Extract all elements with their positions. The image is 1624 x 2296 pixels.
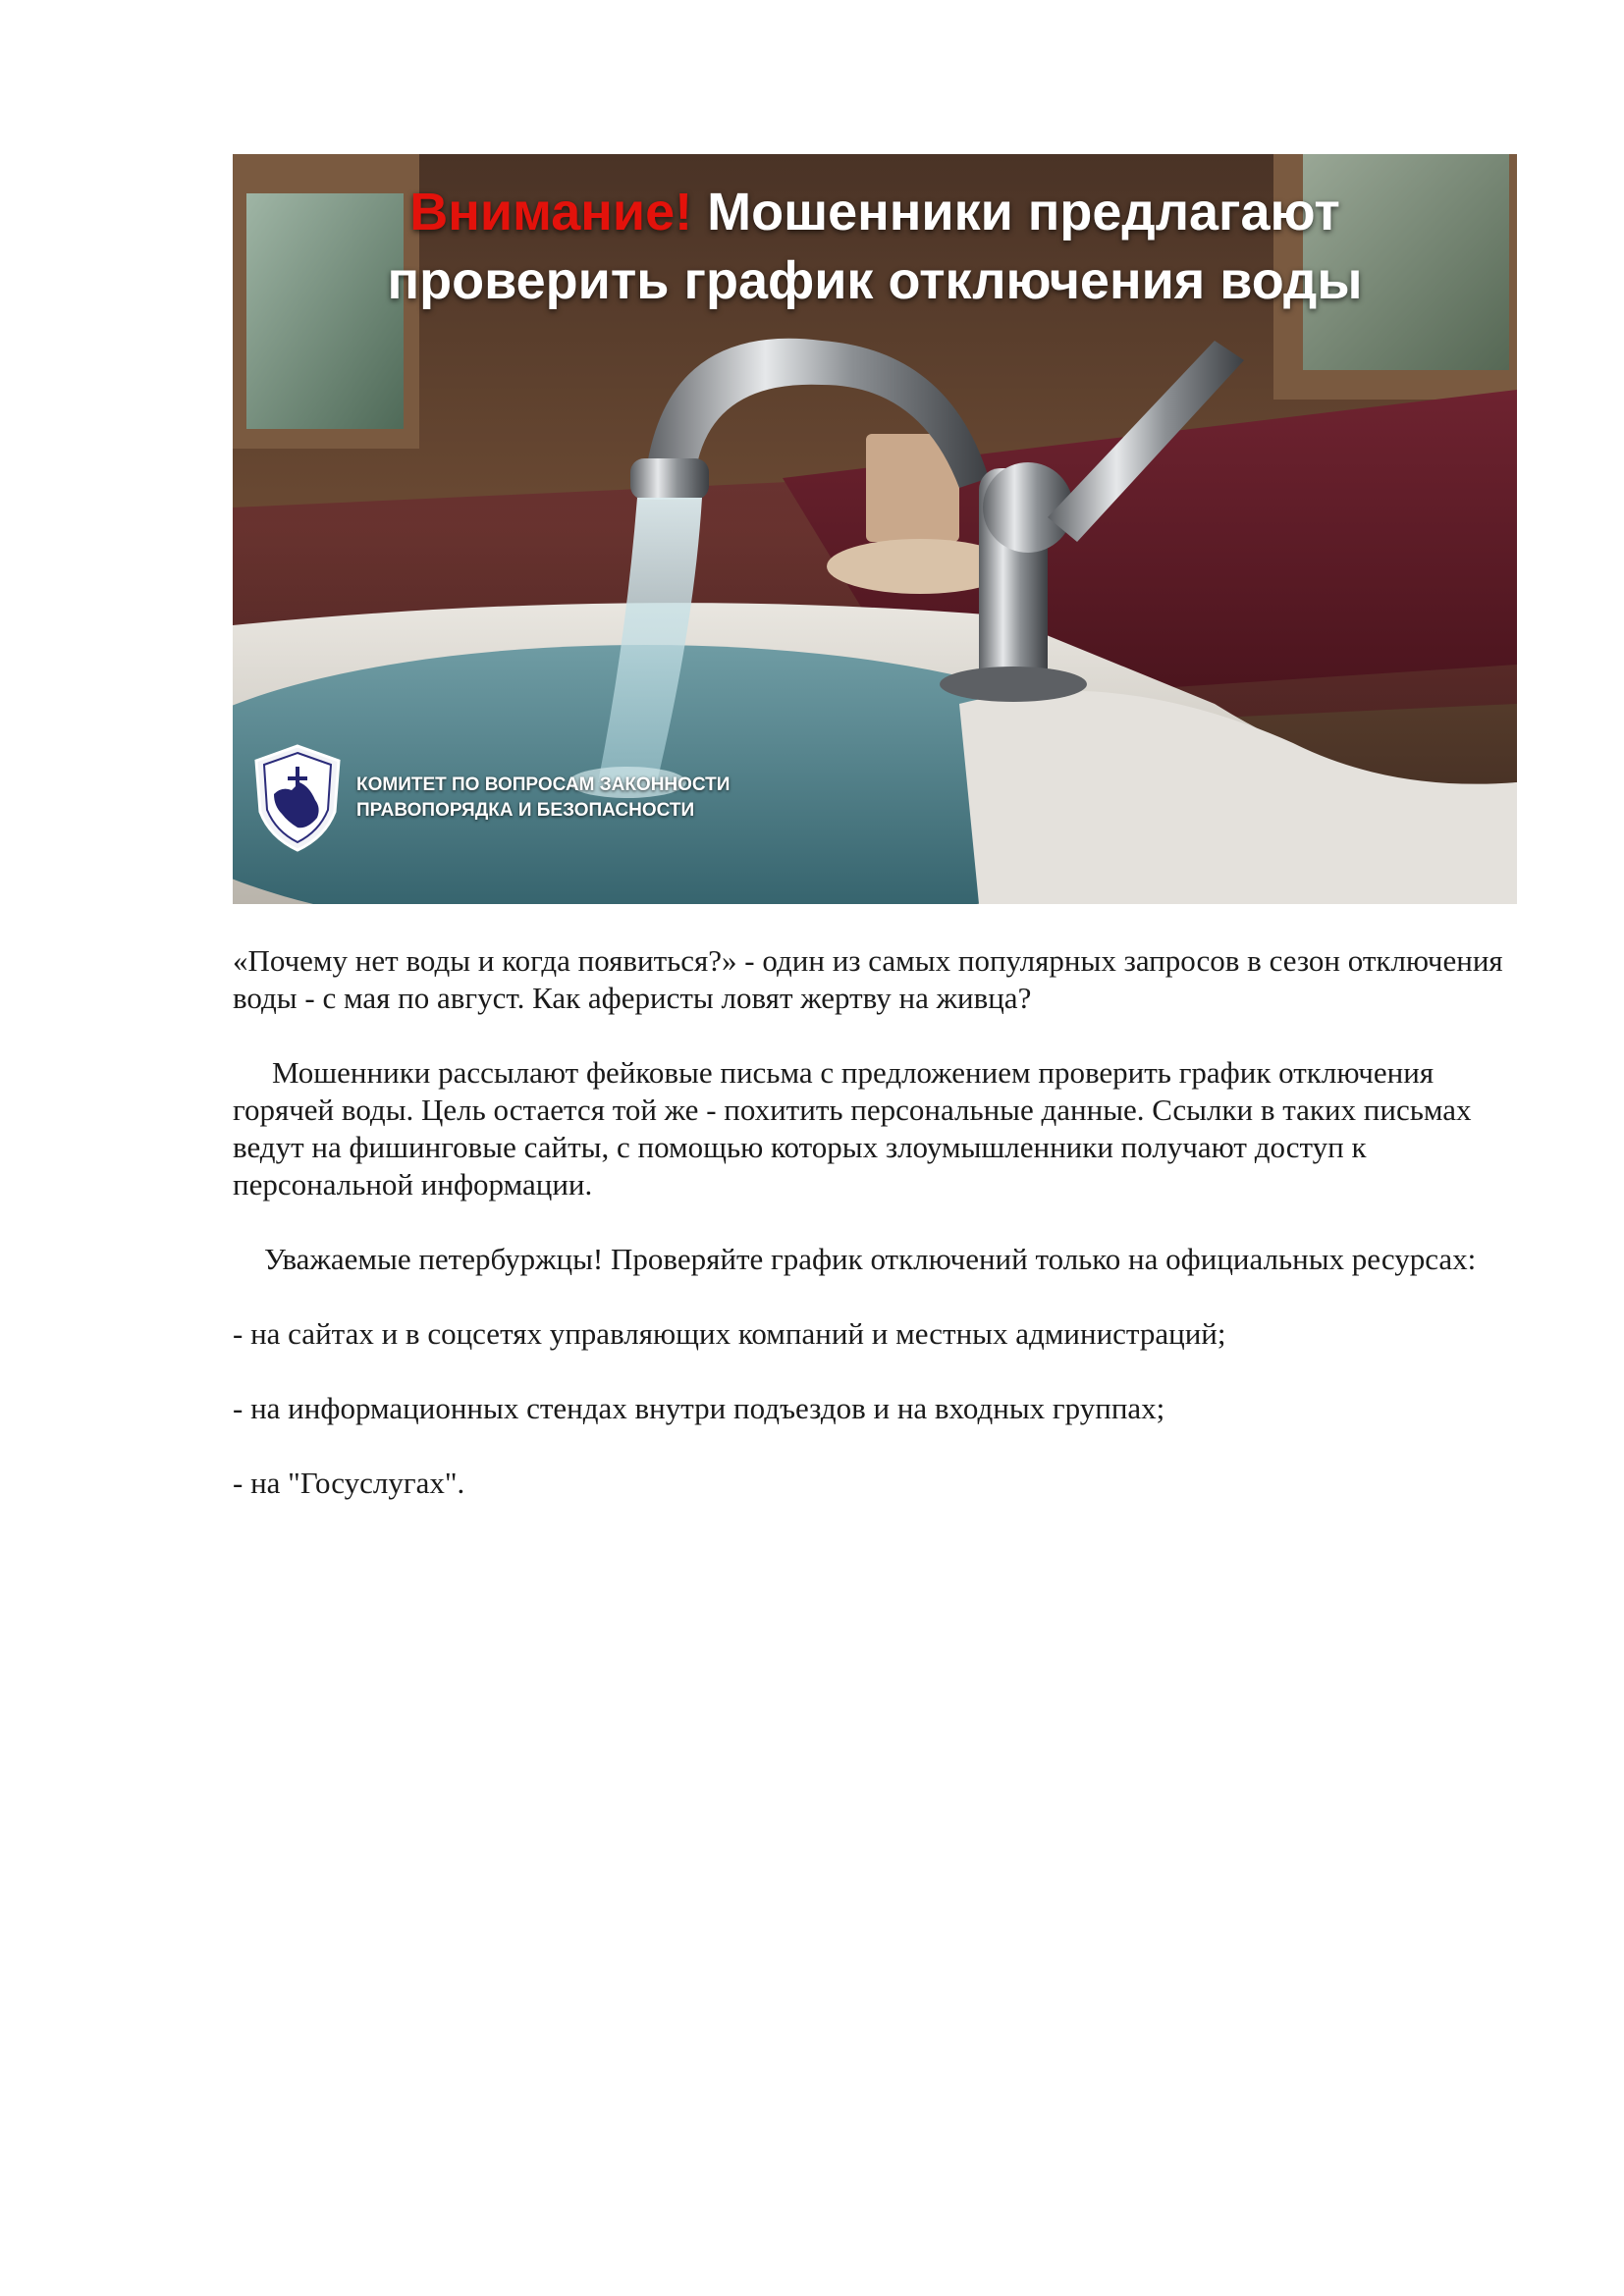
list-item: - на "Госуслугах".	[233, 1466, 465, 1500]
advice-paragraph: Уважаемые петербуржцы! Проверяйте график отключений только на официальных ресурсах:	[264, 1242, 1477, 1276]
intro-paragraph: «Почему нет воды и когда появиться?» - один из самых популярных запросов в сезон отключения воды - с мая по август. Как аферисты ловят жертву на живца?	[233, 943, 1503, 1015]
headline-line2: проверить график отключения воды	[387, 251, 1363, 310]
shield-emblem-icon	[252, 743, 343, 853]
article-body	[233, 942, 1529, 1539]
scam-description-paragraph: Мошенники рассылают фейковые письма с предложением проверить график отключения горячей воды. Цель остается той же - похитить персональные данные. Ссылки в таких письмах ведут на фишинговые сайты, с помощью которых злоумышленники получают доступ к персональной информации.	[233, 1055, 1472, 1201]
banner-image	[233, 154, 1517, 904]
committee-logo	[252, 743, 730, 853]
list-item: - на информационных стендах внутри подъездов и на входных группах;	[233, 1391, 1165, 1425]
committee-name-line1: КОМИТЕТ ПО ВОПРОСАМ ЗАКОННОСТИ	[356, 774, 731, 795]
list-item: - на сайтах и в соцсетях управляющих компаний и местных администраций;	[233, 1316, 1226, 1351]
committee-name-line2: ПРАВОПОРЯДКА И БЕЗОПАСНОСТИ	[356, 800, 695, 821]
headline-warning: Внимание!	[409, 183, 693, 241]
committee-name	[356, 773, 730, 824]
headline-line1: Мошенники предлагают	[707, 183, 1340, 241]
banner-headline	[233, 178, 1517, 315]
